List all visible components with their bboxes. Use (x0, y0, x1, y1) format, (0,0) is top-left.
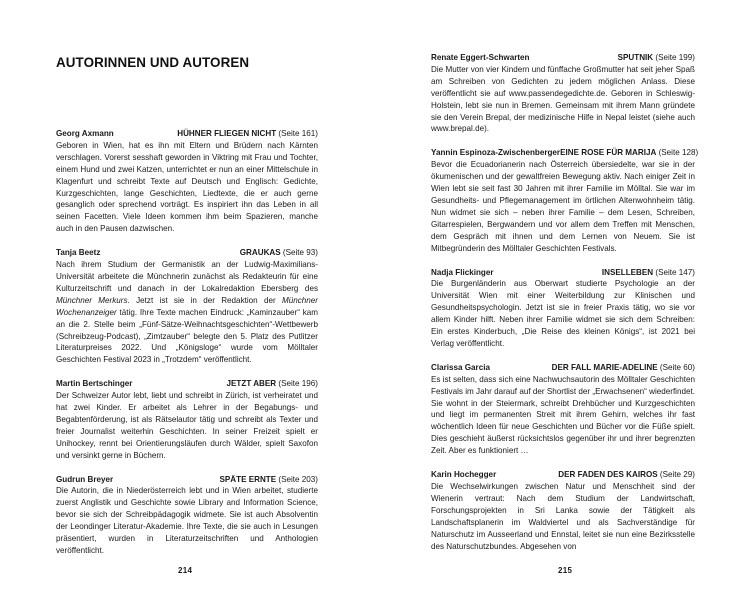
entry-header (431, 362, 695, 374)
author-entry (431, 147, 699, 254)
author-name: Nadja Flickinger (431, 267, 494, 277)
story-page: (Seite 128) (658, 148, 699, 158)
author-bio: Geboren in Wien, hat es ihn mit Eltern und Brüdern nach Kärnten verschlagen. Vorerst sesshaft geworden in Viktring mit Frau und Tochter, einem Hund und zwei Katzen, unterrichtet er nun an einer Mittelschule in Klagenfurt und schreibt Texte auf Deutsch und Englisch: Gedichte, Kurzgeschichten, lange Geschichten, Liedtexte, die er auch gerne gesanglich oder sprechend vorträgt. Es inspiriert ihn das Leben in all seinen Facetten. Viele Ideen kommen ihm beim Spazieren, manche auch in den Pausen dazwischen. (56, 140, 318, 234)
author-name: Clarissa Garcia (431, 362, 490, 372)
author-entry (56, 378, 318, 461)
author-bio: Die Burgenländerin aus Oberwart studierte Psychologie an der Universität Wien mit einer Weiterbildung zur Klinischen und Gesundheitspsychologin. Jetzt ist sie in freier Praxis tätig, wo sie vor allem Kinder hilft. Neben ihrer Familie widmet sie sich dem Schreiben: Ein erstes Kinderbuch, „Die Reise des kleinen Königs“, ist 2021 bei Verlag veröffentlicht. (431, 279, 695, 348)
story-reference (177, 128, 318, 140)
author-bio: Es ist selten, dass sich eine Nachwuchsautorin des Mölltaler Geschichten Festivals im Jahr darauf auf der Shortlist der „Erwachsenen“ wiederfindet. Sie wohnt in der Steiermark, schreibt Drehbücher und Kurzgeschichten und liegt im permanenten Streit mit ihrem Gehirn, welches ihr fast wöchentlich Ideen für neue Geschichten und Bücher vor die Füße spielt. Dies geschieht äußerst rücksichtslos gegenüber ihr und ihrer begrenzten Zeit. Aber es funktioniert … (431, 374, 695, 456)
story-reference (227, 378, 318, 390)
story-title: SPÄTE ERNTE (219, 474, 277, 484)
story-reference (240, 247, 318, 259)
entry-header (56, 378, 318, 390)
author-bio: Der Schweizer Autor lebt, liebt und schreibt in Zürich, ist verheiratet und hat zwei Kinder. Er arbeitet als Lehrer in der Begabungs- und Begabtenförderung, ist als Rätselautor tätig und schreibt als Texter und freier Journalist weiterhin Geschichten. In seiner Freizeit spielt er Unihockey, rennt bei Orientierungsläufen durch Wälder, spielt Saxofon und versinkt gerne in Büchern. (56, 391, 318, 460)
author-bio: Die Autorin, die in Niederösterreich lebt und in Wien arbeitet, studierte zuerst Anglistik und Geschichte sowie Library and Information Science, bevor sie sich der Schreibpädagogik widmete. Sie ist auch Absolventin der Leondinger Literatur-Akademie. Ihre Texte, die sie auch in Lesungen präsentiert, wurden in Literaturzeitschriften und Anthologien veröffentlicht. (56, 486, 318, 555)
author-entry (56, 474, 318, 557)
entry-header (431, 267, 695, 279)
right-column (431, 52, 699, 564)
entry-header (56, 474, 318, 486)
story-title: DER FADEN DES KAIROS (558, 470, 658, 480)
right-page (375, 0, 750, 597)
bio-text: Nach ihrem Studium der Germanistik an der Ludwig-Maximilians-Universität arbeitete die Münchnerin zunächst als Redakteurin für eine Kulturzeitschrift und danach in der Lokalredaktion Ebersberg des (56, 260, 318, 293)
story-page: (Seite 60) (659, 362, 695, 372)
story-page: (Seite 161) (278, 129, 318, 138)
entry-header (56, 247, 318, 259)
entry-header (56, 128, 318, 140)
author-bio: Die Mutter von vier Kindern und fünffache Großmutter hat seit jeher Spaß am Schreiben von Gedichten zu jedem möglichen Anlass. Diese veröffentlicht sie auf www.passendegedichte.de. Geboren in Schleswig-Holstein, lebt sie nun in Bremen. Gemeinsam mit ihrem Mann gründete sie den Verein Brepal, der medizinische Hilfe in Nepal leistet (siehe auch www.brepal.de). (431, 64, 695, 134)
publication-name: Münchner Merkurs (56, 295, 128, 305)
author-name: Karin Hochegger (431, 470, 497, 480)
page-number: 215 (558, 566, 573, 575)
story-reference (219, 474, 318, 486)
author-entry (431, 267, 695, 350)
author-entry (431, 362, 695, 457)
entry-header (431, 52, 695, 64)
author-bio: Bevor die Ecuadorianerin nach Österreich übersiedelte, war sie in der ökumenischen und der gewaltfreien Bewegung aktiv. Nach einiger Zeit in Wien lebt sie seit fast 30 Jahren mit ihrer Familie im Mölltal. Sie war im Gesundheits- und Pflegemanagement im örtlichen Altenwohnheim tätig. Nun widmet sie sich – neben ihrer Familie – dem Lesen, Schreiben, Gitarrespielen, Bergwandern und vor allem dem Treffen mit Menschen, dem Gespräch mit ihnen und dem Lernen von Neuem. Sie ist Mitbegründerin des Mölltaler Geschichten Festivals. (431, 160, 695, 253)
story-page: (Seite 203) (278, 474, 318, 484)
author-name: Georg Axmann (56, 129, 114, 138)
story-reference (558, 469, 695, 481)
story-page: (Seite 147) (655, 267, 695, 277)
author-entry (431, 469, 695, 552)
story-title: GRAUKAS (239, 248, 281, 258)
story-reference (552, 362, 695, 374)
story-reference (602, 267, 695, 279)
story-title: JETZT ABER (226, 379, 277, 389)
author-entry (56, 247, 318, 366)
author-name: Gudrun Breyer (56, 474, 114, 484)
publication-name: Münchner Wochenanzeiger (56, 295, 318, 317)
section-heading: AUTORINNEN UND AUTOREN (56, 55, 250, 70)
story-title: SPUTNIK (617, 53, 654, 62)
story-page: (Seite 199) (655, 53, 695, 62)
author-bio: Die Wechselwirkungen zwischen Natur und Menschheit sind der Wienerin vertraut: Nach dem Studium der Landwirtschaft, Forschungsprojekten in Sri Lanka sowie der Tätigkeit als Landschaftsplanerin im Waldviertel und als Sachverständige für Naturschutz im Ausseerland und Ennstal, leitet sie nun eine Bezirksstelle des Naturschutzbundes. Abgesehen von (431, 482, 695, 551)
entry-header (431, 147, 699, 159)
author-entry (56, 128, 318, 235)
bio-text: tätig. Ihre Texte machen Eindruck: „Kaminzauber“ kam an die 2. Stelle beim „Fünf-Sätze-Weihnachtsgeschichten“-Wettbewerb (Schreibzeug-Podcast), „Zimtzauber“ belegte den 5. Platz des Putlitzer Literaturpreises 2022. Und „Königsloge“ wurde vom Mölltaler Geschichten Festival 2023 in „Trotzdem“ veröffentlicht. (56, 307, 318, 365)
story-reference (560, 147, 698, 159)
bio-text: . Jetzt ist sie in der Redaktion der (127, 295, 282, 305)
story-title: EINE ROSE FÜR MARIJA (560, 148, 657, 158)
story-title: HÜHNER FLIEGEN NICHT (177, 129, 277, 138)
author-name: Yannin Espinoza-Zwischenberger (431, 148, 561, 158)
story-page: (Seite 29) (659, 470, 695, 480)
story-title: DER FALL MARIE-ADELINE (551, 362, 658, 372)
story-reference (618, 52, 695, 64)
author-name: Tanja Beetz (56, 248, 101, 258)
author-bio (56, 259, 318, 366)
story-page: (Seite 196) (278, 379, 318, 389)
story-page: (Seite 93) (282, 248, 318, 258)
author-entry (431, 52, 695, 135)
page-number: 214 (178, 566, 193, 575)
author-name: Renate Eggert-Schwarten (431, 53, 530, 62)
author-name: Martin Bertschinger (56, 379, 133, 389)
entry-header (431, 469, 695, 481)
left-column (56, 55, 318, 569)
story-title: INSELLEBEN (601, 267, 654, 277)
